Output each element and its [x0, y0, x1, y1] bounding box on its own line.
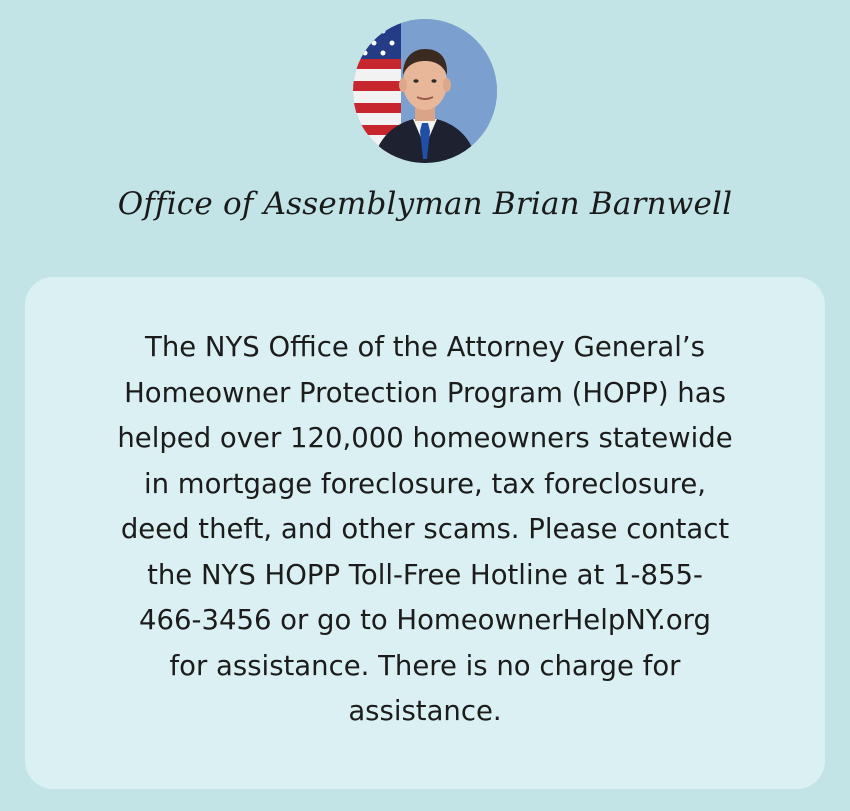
portrait-avatar: [353, 19, 497, 163]
info-message: The NYS Office of the Attorney General’s Homeowner Protection Program (HOPP) has helped over 120,000 homeowners statewide in mortgage foreclosure, tax foreclosure, deed theft, and other scams. Please contact the NYS HOPP Toll-Free Hotline at 1-855- 466-3456 or go to HomeownerHelpNY.org for assistance. There is no charge for assistance.: [117, 331, 733, 727]
info-card: [25, 277, 825, 789]
page-title: Office of Assemblyman Brian Barnwell: [117, 186, 733, 222]
portrait-photo-icon: [353, 19, 497, 163]
